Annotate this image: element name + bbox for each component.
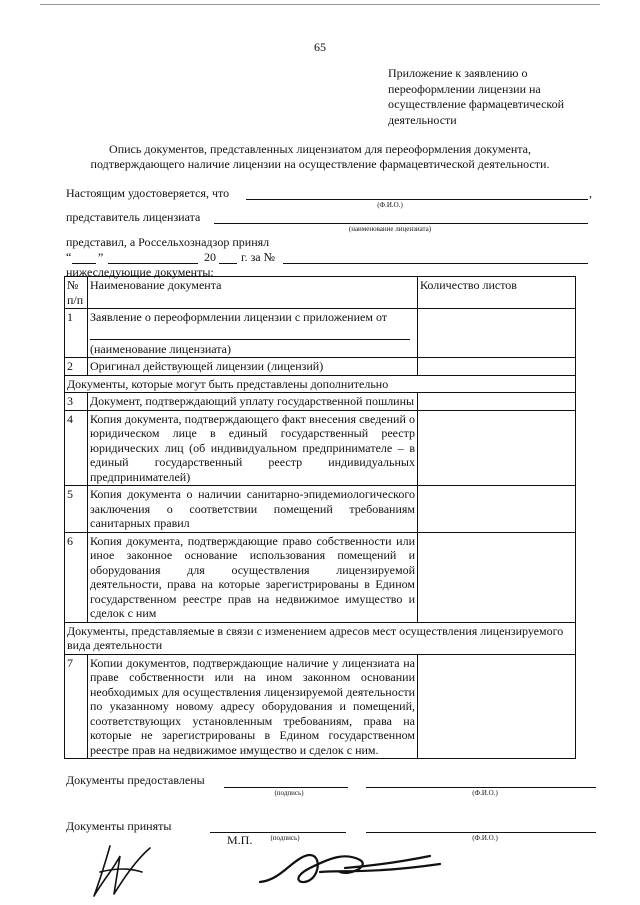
- table-row: [65, 532, 576, 622]
- row-count[interactable]: [418, 654, 576, 759]
- row-text-caption: (наименование лицензиата): [90, 341, 231, 356]
- acceptor-fio-field[interactable]: [366, 832, 596, 833]
- year-prefix: 20: [204, 250, 216, 264]
- header-count: Количество листов: [418, 277, 576, 309]
- table-header-row: [65, 277, 576, 309]
- fio-field[interactable]: [246, 199, 588, 200]
- table-row: [65, 358, 576, 376]
- handwritten-signature-left: [80, 838, 170, 902]
- table-row: [65, 654, 576, 759]
- licensee-name-field[interactable]: [90, 325, 410, 340]
- top-rule: [40, 4, 600, 5]
- day-field[interactable]: [72, 263, 96, 264]
- row-count[interactable]: [418, 486, 576, 533]
- table-row: [65, 393, 576, 411]
- row-num: 5: [65, 486, 88, 533]
- number-field[interactable]: [283, 263, 588, 264]
- row-count[interactable]: [418, 410, 576, 486]
- acceptor-signature-field[interactable]: [210, 832, 346, 833]
- appendix-line: осуществление фармацевтической: [388, 97, 565, 111]
- row-num: 6: [65, 532, 88, 622]
- row-count[interactable]: [418, 358, 576, 376]
- row-text: Копия документа о наличии санитарно-эпидемиологического заключения о соответствии помещений требованиям санитарных правил: [88, 486, 418, 533]
- accepted-label: Документы приняты: [66, 819, 172, 833]
- row-text: Оригинал действующей лицензии (лицензий): [88, 358, 418, 376]
- representative-label: представитель лицензиата: [66, 210, 201, 224]
- handwritten-signature-right: [250, 842, 450, 892]
- row-text: Копия документа, подтверждающего факт внесения сведений о юридическом лице в единый государственный реестр юридических лиц (об индивидуальном предпринимателе – в единый государственный реестр индивидуальных предпринимателей): [88, 410, 418, 486]
- appendix-line: Приложение к заявлению о: [388, 66, 528, 80]
- row-text: Копии документов, подтверждающие наличие у лицензиата на праве собственности или на ином законном основании необходимых для осуществления лицензируемой деятельности по указанному новому адресу оборудования и помещений, соответствующих установленным требованиям, права на которые не зарегистрированы в Едином государственном реестре прав на недвижимое имущество и сделок с ним.: [88, 654, 418, 759]
- title-line: подтверждающего наличие лицензии на осуществление фармацевтической деятельности.: [90, 157, 550, 171]
- provider-fio-field[interactable]: [366, 787, 596, 788]
- month-field[interactable]: [108, 263, 198, 264]
- appendix-line: деятельности: [388, 112, 457, 127]
- section-title: Документы, представляемые в связи с изменением адресов мест осуществления лицензируемого вида деятельности: [65, 622, 576, 654]
- row-text: Копия документа, подтверждающие право собственности или иное законное основание использования помещений и оборудования для осуществления лицензируемой деятельности, права на которые зарегистрированы в Едином государственном реестре прав на недвижимое имущество и сделок с ним: [88, 532, 418, 622]
- title-line: Опись документов, представленных лицензиатом для переоформления документа,: [109, 142, 531, 156]
- certify-label: Настоящим удостоверяется, что: [66, 186, 230, 200]
- row-count[interactable]: [418, 393, 576, 411]
- following-label: нижеследующие документы:: [66, 265, 214, 279]
- fio-caption: (Ф.И.О.): [377, 201, 403, 209]
- fio-caption: (Ф.И.О.): [472, 789, 498, 797]
- section-row: [65, 622, 576, 654]
- stamp-place: М.П.: [227, 833, 253, 847]
- date-open-quote: “: [66, 250, 72, 264]
- row-num: 2: [65, 358, 88, 376]
- header-name: Наименование документа: [88, 277, 418, 309]
- number-label: г. за №: [241, 250, 276, 264]
- documents-table: [64, 276, 576, 759]
- table-row: [65, 410, 576, 486]
- row-text-main: Заявление о переоформлении лицензии с приложением от: [90, 310, 388, 324]
- page-number: 65: [314, 40, 326, 54]
- row-num: 3: [65, 393, 88, 411]
- row-num: 7: [65, 654, 88, 759]
- appendix-line: переоформлении лицензии на: [388, 81, 541, 96]
- comma: ,: [589, 186, 592, 200]
- licensee-field[interactable]: [214, 223, 588, 224]
- signature-caption: (подпись): [274, 789, 304, 797]
- year-field[interactable]: [219, 263, 237, 264]
- licensee-caption: (наименование лицензиата): [348, 225, 432, 233]
- fio-caption: (Ф.И.О.): [472, 834, 498, 842]
- row-count[interactable]: [418, 532, 576, 622]
- signature-caption: (подпись): [270, 834, 300, 842]
- header-num: № п/п: [65, 277, 88, 309]
- row-count[interactable]: [418, 309, 576, 358]
- row-text: Документ, подтверждающий уплату государственной пошлины: [88, 393, 418, 411]
- section-row: [65, 375, 576, 393]
- submitted-label: представил, а Россельхознадзор принял: [66, 235, 270, 249]
- provided-label: Документы предоставлены: [66, 773, 205, 787]
- provider-signature-field[interactable]: [224, 787, 348, 788]
- appendix-note: [388, 66, 594, 128]
- date-close-quote: ”: [98, 250, 104, 264]
- table-row: [65, 486, 576, 533]
- table-row: [65, 309, 576, 358]
- row-text: [88, 309, 418, 358]
- document-title: [60, 142, 580, 172]
- row-num: 1: [65, 309, 88, 358]
- row-num: 4: [65, 410, 88, 486]
- section-title: Документы, которые могут быть представлены дополнительно: [65, 375, 576, 393]
